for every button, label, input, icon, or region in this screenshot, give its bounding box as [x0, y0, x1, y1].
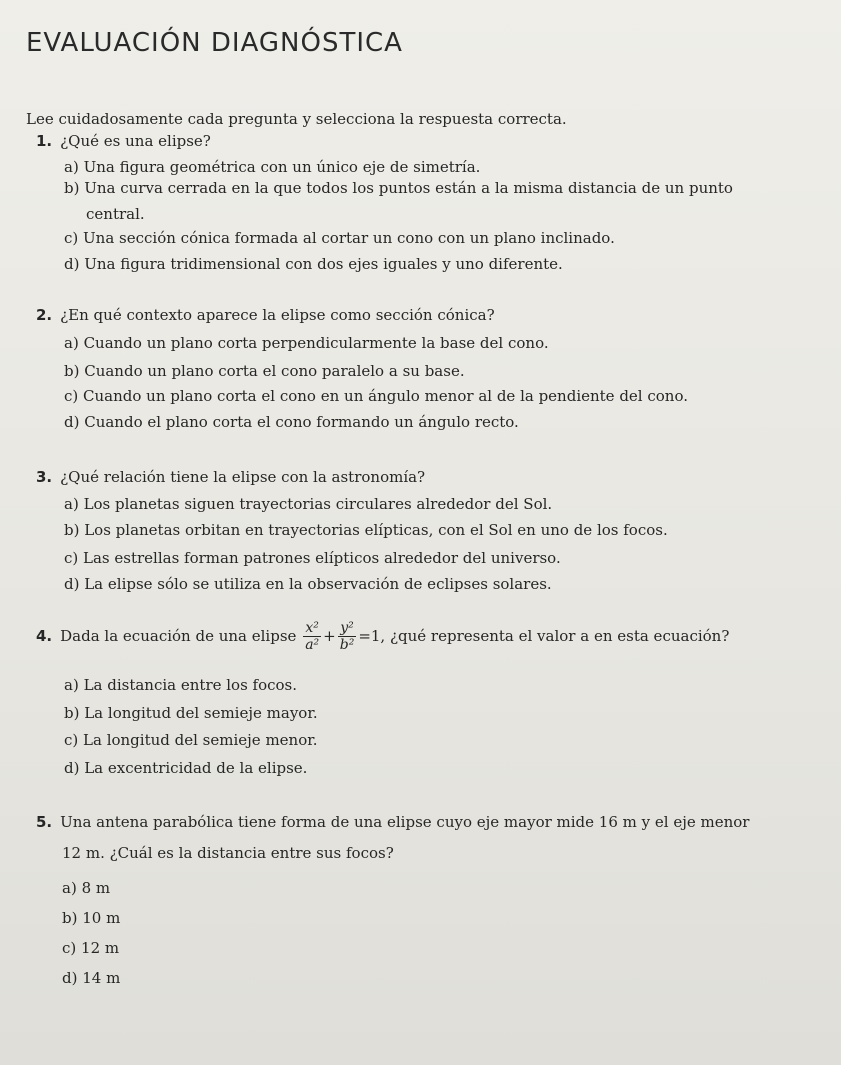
q1-option-c[interactable]: c) Una sección cónica formada al cortar un cono con un plano inclinado.	[64, 229, 615, 247]
plus-sign: +	[323, 627, 336, 645]
q1-option-b[interactable]: b) Una curva cerrada en la que todos los puntos están a la misma distancia de un punto	[64, 179, 733, 197]
q3-option-c[interactable]: c) Las estrellas forman patrones elípticos alrededor del universo.	[64, 549, 561, 567]
q5-option-b[interactable]: b) 10 m	[62, 909, 121, 927]
q5-option-c[interactable]: c) 12 m	[62, 939, 120, 957]
q5-option-a[interactable]: a) 8 m	[62, 879, 111, 897]
question-text: ¿Qué es una elipse?	[60, 132, 211, 150]
question-text: ¿Qué relación tiene la elipse con la astronomía?	[60, 468, 426, 486]
page-title: EVALUACIÓN DIAGNÓSTICA	[26, 28, 403, 58]
fraction-y-over-b: $\frac{\text{y²}}{\text{b²}}$	[339, 620, 355, 653]
question-number: 4.	[36, 627, 53, 645]
q1-option-d[interactable]: d) Una figura tridimensional con dos ejes iguales y uno diferente.	[64, 255, 563, 273]
question-2	[36, 305, 495, 326]
question-number: 3.	[36, 468, 53, 486]
q1-option-a[interactable]: a) Una figura geométrica con un único eje de simetría.	[64, 158, 481, 176]
instructions: Lee cuidadosamente cada pregunta y selecciona la respuesta correcta.	[26, 110, 567, 128]
q5-option-d[interactable]: d) 14 m	[62, 969, 121, 987]
q1-option-b-continued[interactable]: central.	[86, 205, 145, 223]
q3-option-a[interactable]: a) Los planetas siguen trayectorias circulares alrededor del Sol.	[64, 495, 553, 513]
question-text-before: Dada la ecuación de una elipse	[60, 627, 297, 645]
question-text-after: ¿qué representa el valor a en esta ecuación?	[389, 627, 730, 645]
question-number: 5.	[36, 813, 53, 831]
question-5	[36, 812, 749, 833]
q4-option-b[interactable]: b) La longitud del semieje mayor.	[64, 704, 318, 722]
question-4	[36, 620, 729, 653]
fraction-x-over-a: $\frac{\text{x²}}{\text{a²}}$	[305, 620, 320, 653]
question-number: 2.	[36, 306, 53, 324]
question-5-continued: 12 m. ¿Cuál es la distancia entre sus focos?	[62, 844, 394, 862]
q3-option-d[interactable]: d) La elipse sólo se utiliza en la observación de eclipses solares.	[64, 575, 552, 593]
q2-option-c[interactable]: c) Cuando un plano corta el cono en un ángulo menor al de la pendiente del cono.	[64, 387, 689, 405]
question-1	[36, 131, 211, 152]
q2-option-a[interactable]: a) Cuando un plano corta perpendicularmente la base del cono.	[64, 334, 549, 352]
q2-option-d[interactable]: d) Cuando el plano corta el cono formando un ángulo recto.	[64, 413, 519, 431]
q4-option-a[interactable]: a) La distancia entre los focos.	[64, 676, 298, 694]
q4-option-c[interactable]: c) La longitud del semieje menor.	[64, 731, 318, 749]
q4-option-d[interactable]: d) La excentricidad de la elipse.	[64, 759, 308, 777]
q3-option-b[interactable]: b) Los planetas orbitan en trayectorias elípticas, con el Sol en uno de los focos.	[64, 521, 668, 539]
question-number: 1.	[36, 132, 53, 150]
q2-option-b[interactable]: b) Cuando un plano corta el cono paralelo a su base.	[64, 362, 465, 380]
equation-rhs: =1,	[358, 627, 386, 645]
question-3	[36, 467, 425, 488]
question-text: ¿En qué contexto aparece la elipse como sección cónica?	[60, 306, 495, 324]
question-text: Una antena parabólica tiene forma de una elipse cuyo eje mayor mide 16 m y el eje menor	[60, 813, 750, 831]
